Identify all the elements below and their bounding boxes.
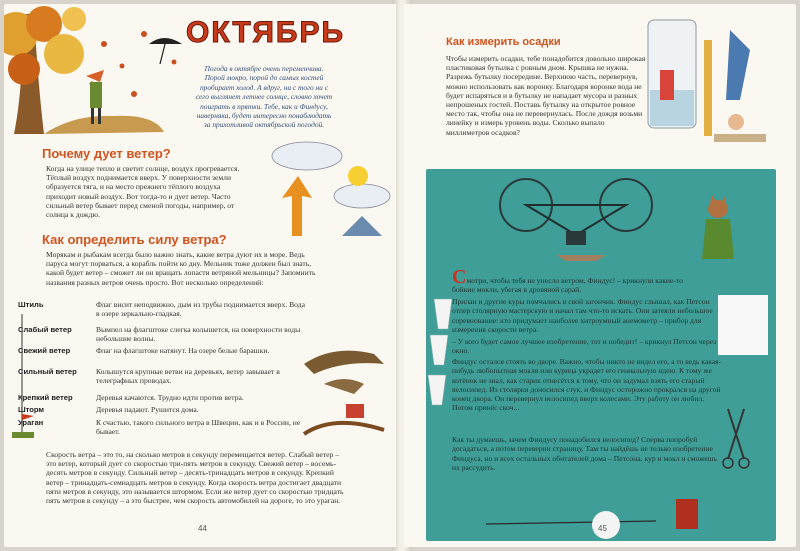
story-paragraph-4: Финдус остался стоять во дворе. Важно, чтобы никто не видел его, а то ведь какая-нибудь любопытная мокля или курица украдет его гениальную идею. К тому же котёнок не знал, как старик отнесётся к тому, что он задумал взять его старый велосипед. Из столярки доносился стук, и Финдус осторожно прокрался на другой конец двора. Он перевернул велосипед вверх колесами. Эту работу он любил. Потом принёс скоч... bbox=[452, 357, 722, 413]
section2-heading: Как определить силу ветра? bbox=[42, 232, 227, 247]
story-paragraph-1: мотри, чтобы тебя не унесло ветром, Финдус! – крикнули какие-то бойкие мокли, убегая в дровяной сарай. bbox=[452, 276, 683, 295]
sun-cloud-illustration bbox=[262, 136, 392, 246]
wind-desc: Деревья качаются. Трудно идти против ветра. bbox=[96, 393, 244, 402]
wind-desc: Колышутся крупные ветви на деревьях, ветер завывает в телеграфных проводах. bbox=[96, 367, 280, 385]
wind-name: Крепкий ветер bbox=[18, 393, 73, 402]
section2-text: Морякам и рыбакам всегда было важно знать, какие ветра дуют их в море. Ведь паруса могут порваться, а корабль пойти ко дну. Мельник тоже должен был знать, какой будет ветер – сможет ли он вращать лопасти ветряной мельницы? Запомнить названия разных ветров очень просто. Вот несколько определений: bbox=[46, 250, 316, 287]
right-page bbox=[404, 4, 796, 547]
wind-name: Свежий ветер bbox=[18, 346, 71, 355]
wind-desc: Флаг на флагштоке натянут. На озере белые барашки. bbox=[96, 346, 270, 355]
wind-name: Сильный ветер bbox=[18, 367, 77, 376]
story-paragraph-3: – У кого будет самое лучшее изобретение, тот и победит! – крикнул Петсон через окно. bbox=[452, 337, 717, 356]
wind-desc: Флаг висит неподвижно, дым из трубы поднимается вверх. Вода в озере зеркально-гладкая. bbox=[96, 300, 305, 318]
section1-text: Когда на улице тепло и светит солнце, воздух прогревается. Тёплый воздух поднимается вверх. У поверхности земли образуется тяга, и на место прежнего тёплого воздуха приходит новый воздух. Вот тогда-то и дует ветер. Часто сильный ветер бывает перед сменой погоды, например, от солнца к дождю. bbox=[46, 164, 240, 220]
page-number: 44 bbox=[198, 524, 207, 533]
story-panel bbox=[426, 169, 776, 541]
tools-illustration bbox=[426, 289, 776, 539]
wind-desc: Деревья падают. Рушится дома. bbox=[96, 405, 199, 414]
wind-name: Шторм bbox=[18, 405, 45, 414]
rain-heading: Как измерить осадки bbox=[446, 36, 561, 48]
wind-desc: К счастью, такого сильного ветра в Швеции, как и в России, не бывает. bbox=[96, 418, 301, 436]
page-number: 45 bbox=[598, 524, 607, 533]
section1-heading: Почему дует ветер? bbox=[42, 146, 171, 161]
wind-name: Слабый ветер bbox=[18, 325, 72, 334]
wind-name: Ураган bbox=[18, 418, 44, 427]
story-dropcap: С bbox=[452, 266, 467, 288]
intro-text: Погода в октябре очень переменчива. Порой мокро, порой до самых костей пробирает холод. А вдруг, ни с того ни с сего выглянет летнее солнце, словно хочет поиграть в прятки. Тебе, как и Финдусу, наверняка, будет интересно понаблюдать за прихотливой октябрьской погодой. bbox=[195, 64, 333, 130]
story-paragraph-2: Прилан и другие куры помчались в свой загончик. Финдус слышал, как Петсон отпер столярную мастерскую и начал там что-то искать. Они затеяли небольшое соревнование: кто придумает наиболее хитроумный анемометр – прибор для измерения скорости ветра. bbox=[452, 297, 713, 334]
page-title: ОКТЯБРЬ bbox=[186, 16, 346, 49]
rain-gauge-illustration bbox=[640, 10, 790, 150]
story-paragraph-5: Как ты думаешь, зачем Финдусу понадобился велосипед? Сперва попробуй догадаться, а потом переверни страницу. Там ты найдёшь не только изобретение Финдуса, но и всех остальных обитателей дома – Петсона, кур и мокл и сможешь их рассудить. bbox=[452, 435, 718, 472]
wind-desc: Вымпел на флагштоке слегка колышется, на поверхности воды небольшие волны. bbox=[96, 325, 301, 343]
rain-text: Чтобы измерить осадки, тебе понадобится довольно широкая пластиковая бутылка с ровным дном. Крышка не нужна. Разрежь бутылку посередине. Верхнюю часть, перевернув, можно использовать как воронку. Благодаря воронке вода не будет испаряться и в бутылку не нападает мусора и разных непрошеных гостей. Поставь бутылку на открытое ровное место так, чтобы она не перевернулась. После дождя возьми линейку и измерь уровень воды. Сколько выпало миллиметров осадков? bbox=[446, 54, 646, 137]
left-page bbox=[4, 4, 396, 547]
wind-name: Штиль bbox=[18, 300, 44, 309]
trees-wind-illustration bbox=[294, 334, 394, 444]
cat-findus-illustration bbox=[688, 189, 748, 269]
wind-speed-text: Скорость ветра – это то, на сколько метров в секунду перемещается ветер. Слабый ветер – это ветер, который дует со скоростью три-пять метров в секунду. Свежий ветер – восемь-десять метров в секунду. Сильный ветер – десять-тринадцать метров в секунду. Крепкий ветер – тринадцать-семнадцать метров в секунду. Когда скорость ветра достигает двадцати пяти метров в секунду, это называется штормом. Если же ветер дует со скоростью тридцать пять метров в секунду – а это быстрее, чем скорость автомобилей на дороге, то это ураган. bbox=[46, 450, 344, 506]
bicycle-illustration bbox=[486, 175, 686, 269]
flag-sketches bbox=[6, 304, 46, 444]
